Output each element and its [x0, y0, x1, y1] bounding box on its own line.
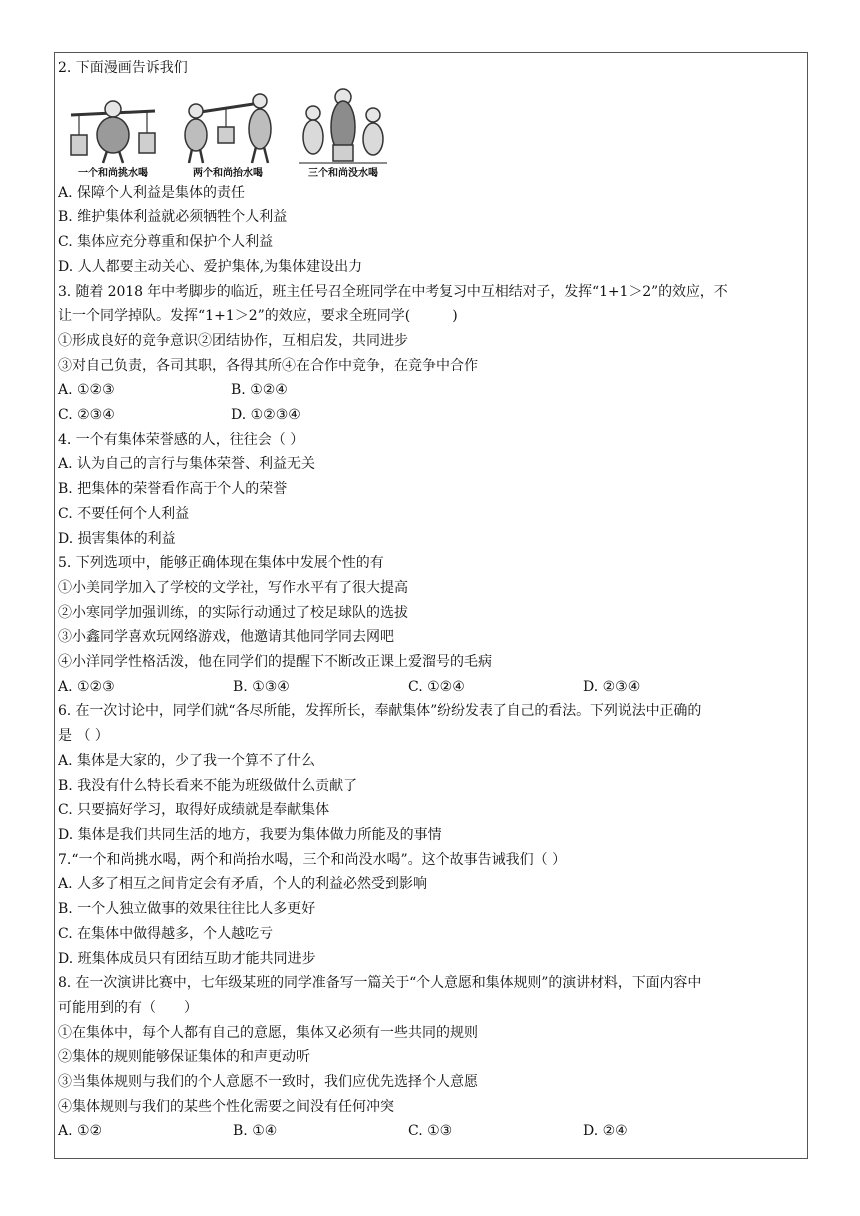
monk-carrying-two-buckets-icon	[65, 97, 161, 165]
q8-options-row	[58, 1119, 806, 1144]
q3-stem-line-1: 3. 随着 2018 年中考脚步的临近，班主任号召全班同学在中考复习中互相结对子，发挥“1+1＞2”的效应，不	[58, 283, 728, 300]
q8-option-c: C. ①③	[408, 1123, 453, 1140]
q5-item-3: ③小鑫同学喜欢玩网络游戏，他邀请其他同学同去网吧	[58, 629, 394, 646]
q7-option-b: B. 一个人独立做事的效果往往比人多更好	[58, 901, 316, 918]
q2-option-d: D. 人人都要主动关心、爱护集体,为集体建设出力	[58, 258, 363, 275]
q5-option-c: C. ①②④	[408, 678, 465, 695]
q4-option-b: B. 把集体的荣誉看作高于个人的荣誉	[58, 481, 288, 498]
comic-panel-1	[58, 97, 168, 181]
q4-option-d: D. 损害集体的利益	[58, 530, 176, 547]
q5-option-a: A. ①②③	[58, 678, 115, 695]
q8-option-d: D. ②④	[583, 1123, 628, 1140]
q5-item-4: ④小洋同学性格活泼，他在同学们的提醒下不断改正课上爱溜号的毛病	[58, 654, 492, 671]
q6-stem-line-2: 是 （ ）	[58, 728, 109, 745]
q6-stem-line-1: 6. 在一次讨论中，同学们就“各尽所能，发挥所长，奉献集体”纷纷发表了自己的看法。下列说法中正确的	[58, 703, 702, 720]
question-content	[58, 56, 806, 1144]
q6-option-d: D. 集体是我们共同生活的地方，我要为集体做力所能及的事情	[58, 826, 442, 843]
q5-options-row	[58, 675, 806, 700]
q8-item-2: ②集体的规则能够保证集体的和声更动听	[58, 1049, 310, 1066]
q8-item-1: ①在集体中，每个人都有自己的意愿，集体又必须有一些共同的规则	[58, 1024, 478, 1041]
three-monks-no-water-icon	[295, 87, 391, 165]
q2-option-c: C. 集体应充分尊重和保护个人利益	[58, 234, 274, 251]
q7-option-a: A. 人多了相互之间肯定会有矛盾，个人的利益必然受到影响	[58, 876, 428, 893]
q5-item-1: ①小美同学加入了学校的文学社，写作水平有了很大提高	[58, 579, 408, 596]
comic-caption-3: 三个和尚没水喝	[308, 167, 378, 179]
q3-item-line-1: ①形成良好的竞争意识②团结协作，互相启发，共同进步	[58, 332, 408, 349]
q8-item-3: ③当集体规则与我们的个人意愿不一致时，我们应优先选择个人意愿	[58, 1074, 478, 1091]
q6-option-c: C. 只要搞好学习，取得好成绩就是奉献集体	[58, 802, 330, 819]
q4-stem: 4. 一个有集体荣誉感的人，往往会（ ）	[58, 431, 305, 448]
q4-option-c: C. 不要任何个人利益	[58, 505, 190, 522]
q8-stem-line-1: 8. 在一次演讲比赛中，七年级某班的同学准备写一篇关于“个人意愿和集体规则”的演讲材料，下面内容中	[58, 975, 702, 992]
q3-options-row-2	[58, 403, 806, 428]
two-monks-carrying-bucket-icon	[180, 93, 276, 165]
q3-option-c: C. ②③④	[58, 407, 115, 424]
q7-option-c: C. 在集体中做得越多，个人越吃亏	[58, 925, 274, 942]
q3-stem-line-2: 让一个同学掉队。发挥“1+1＞2”的效应，要求全班同学( )	[58, 308, 458, 325]
q2-option-a: A. 保障个人利益是集体的责任	[58, 184, 246, 201]
q8-item-4: ④集体规则与我们的某些个性化需要之间没有任何冲突	[58, 1098, 394, 1115]
q2-option-b: B. 维护集体利益就必须牺牲个人利益	[58, 209, 288, 226]
q5-option-d: D. ②③④	[583, 678, 641, 695]
comic-panel-2	[173, 93, 283, 181]
comic-caption-1: 一个和尚挑水喝	[78, 167, 148, 179]
q8-option-b: B. ①④	[233, 1123, 278, 1140]
q5-option-b: B. ①③④	[233, 678, 290, 695]
q4-option-a: A. 认为自己的言行与集体荣誉、利益无关	[58, 456, 316, 473]
q8-stem-line-2: 可能用到的有（ ）	[58, 999, 198, 1016]
q3-option-d: D. ①②③④	[231, 407, 301, 424]
q5-stem: 5. 下列选项中，能够正确体现在集体中发展个性的有	[58, 555, 384, 572]
q2-comic	[58, 83, 806, 181]
comic-panel-3	[288, 87, 398, 181]
q8-option-a: A. ①②	[58, 1123, 103, 1140]
q3-option-a: A. ①②③	[58, 382, 115, 399]
q5-item-2: ②小寒同学加强训练，的实际行动通过了校足球队的选拔	[58, 604, 408, 621]
q7-stem: 7.“一个和尚挑水喝，两个和尚抬水喝，三个和尚没水喝”。这个故事告诫我们（ ）	[58, 851, 567, 868]
comic-caption-2: 两个和尚抬水喝	[193, 167, 263, 179]
q3-options-row-1	[58, 378, 806, 403]
q3-option-b: B. ①②④	[231, 382, 288, 399]
q3-item-line-2: ③对自己负责，各司其职，各得其所④在合作中竞争，在竞争中合作	[58, 357, 478, 374]
q6-option-b: B. 我没有什么特长看来不能为班级做什么贡献了	[58, 777, 358, 794]
q6-option-a: A. 集体是大家的，少了我一个算不了什么	[58, 752, 316, 769]
q2-stem: 2. 下面漫画告诉我们	[58, 60, 188, 76]
q7-option-d: D. 班集体成员只有团结互助才能共同进步	[58, 950, 316, 967]
